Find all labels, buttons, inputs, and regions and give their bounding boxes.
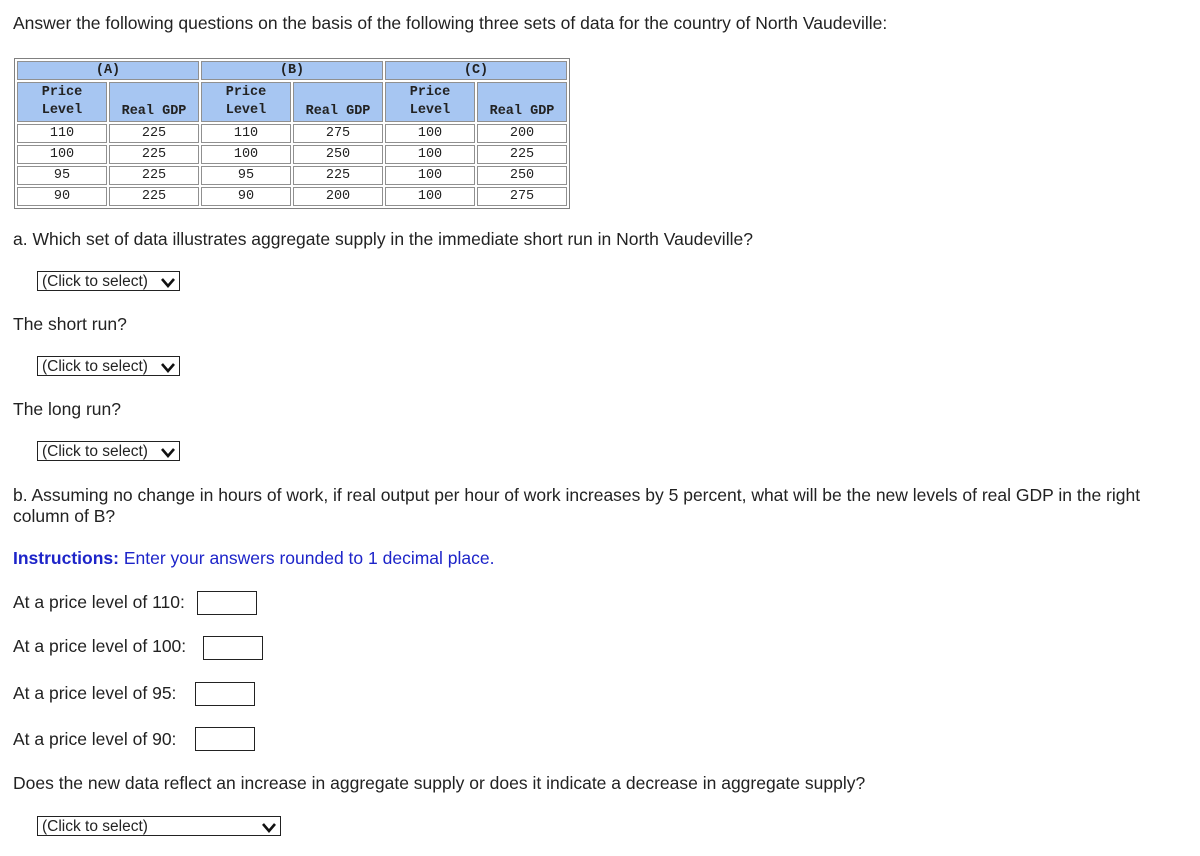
table-cell: 225 xyxy=(109,187,199,206)
col-header-price-level: Price Level xyxy=(201,82,291,122)
instructions-label: Instructions: xyxy=(13,548,119,568)
table-cell: 95 xyxy=(201,166,291,185)
table-cell: 200 xyxy=(477,124,567,143)
short-run-select[interactable] xyxy=(37,356,180,376)
table-cell: 90 xyxy=(201,187,291,206)
gdp-90-input[interactable] xyxy=(195,727,255,751)
table-cell: 100 xyxy=(385,166,475,185)
col-header-real-gdp: Real GDP xyxy=(109,82,199,122)
question-c-text: Does the new data reflect an increase in aggregate supply or does it indicate a decrease in aggregate supply? xyxy=(13,773,866,793)
table-cell: 225 xyxy=(109,166,199,185)
chevron-down-icon xyxy=(160,360,176,374)
table-row xyxy=(17,187,567,206)
select-label: (Click to select) xyxy=(42,273,148,290)
table-cell: 275 xyxy=(293,124,383,143)
question-a-text: a. Which set of data illustrates aggregate supply in the immediate short run in North Vaudeville? xyxy=(13,229,753,249)
select-label: (Click to select) xyxy=(42,818,148,835)
table-cell: 90 xyxy=(17,187,107,206)
group-header-a: (A) xyxy=(17,61,199,80)
col-header-real-gdp: Real GDP xyxy=(477,82,567,122)
table-cell: 100 xyxy=(385,124,475,143)
table-cell: 250 xyxy=(293,145,383,164)
table-cell: 100 xyxy=(385,145,475,164)
table-cell: 95 xyxy=(17,166,107,185)
immediate-short-run-select[interactable] xyxy=(37,271,180,291)
table-cell: 275 xyxy=(477,187,567,206)
table-cell: 100 xyxy=(201,145,291,164)
select-label: (Click to select) xyxy=(42,358,148,375)
price-level-95-label: At a price level of 95: xyxy=(13,683,177,703)
long-run-question: The long run? xyxy=(13,399,121,419)
table-cell: 110 xyxy=(201,124,291,143)
table-row xyxy=(17,124,567,143)
chevron-down-icon xyxy=(160,445,176,459)
table-row xyxy=(17,166,567,185)
instructions xyxy=(13,548,494,569)
table-cell: 110 xyxy=(17,124,107,143)
price-level-110-label: At a price level of 110: xyxy=(13,592,185,612)
col-header-real-gdp: Real GDP xyxy=(293,82,383,122)
table-cell: 250 xyxy=(477,166,567,185)
select-label: (Click to select) xyxy=(42,443,148,460)
price-level-100-label: At a price level of 100: xyxy=(13,636,187,656)
chevron-down-icon xyxy=(261,820,277,834)
data-table xyxy=(14,58,570,209)
table-cell: 225 xyxy=(109,145,199,164)
long-run-select[interactable] xyxy=(37,441,180,461)
table-cell: 225 xyxy=(477,145,567,164)
gdp-110-input[interactable] xyxy=(197,591,257,615)
col-header-price-level: Price Level xyxy=(17,82,107,122)
table-cell: 200 xyxy=(293,187,383,206)
table-cell: 225 xyxy=(293,166,383,185)
col-header-price-level: Price Level xyxy=(385,82,475,122)
table-cell: 225 xyxy=(109,124,199,143)
group-header-c: (C) xyxy=(385,61,567,80)
aggregate-supply-change-select[interactable] xyxy=(37,816,281,836)
gdp-95-input[interactable] xyxy=(195,682,255,706)
table-cell: 100 xyxy=(385,187,475,206)
chevron-down-icon xyxy=(160,275,176,289)
short-run-question: The short run? xyxy=(13,314,127,334)
question-b-text: b. Assuming no change in hours of work, if real output per hour of work increases by 5 percent, what will be the new levels of real GDP in the right column of B? xyxy=(13,485,1141,526)
instructions-text: Enter your answers rounded to 1 decimal place. xyxy=(118,548,495,568)
price-level-90-label: At a price level of 90: xyxy=(13,729,177,749)
gdp-100-input[interactable] xyxy=(203,636,263,660)
table-row xyxy=(17,145,567,164)
intro-text: Answer the following questions on the basis of the following three sets of data for the country of North Vaudeville: xyxy=(13,13,888,33)
table-cell: 100 xyxy=(17,145,107,164)
group-header-b: (B) xyxy=(201,61,383,80)
